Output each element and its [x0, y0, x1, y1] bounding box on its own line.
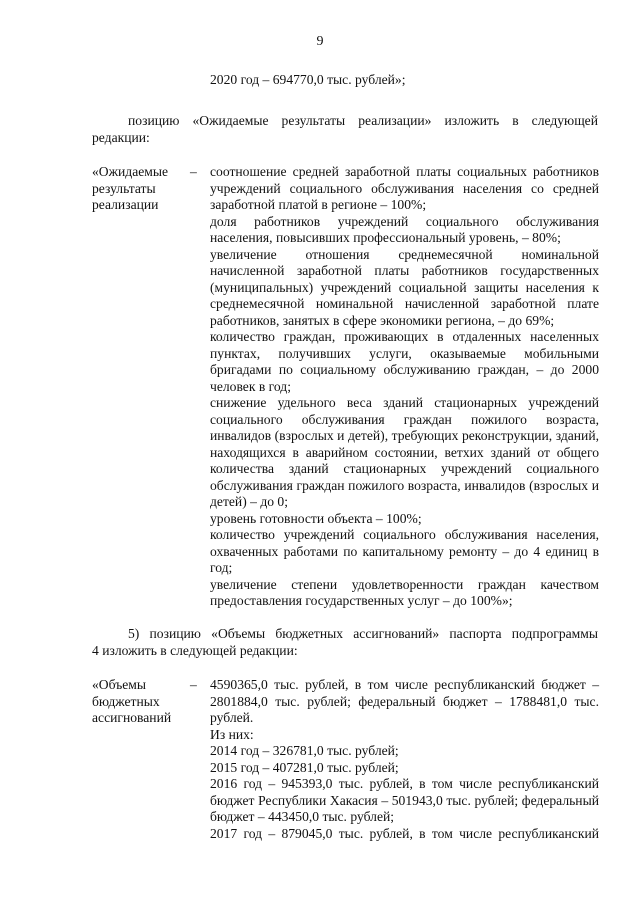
budget-label-line-1: «Объемы [92, 677, 146, 692]
results-item-4: количество граждан, проживающих в отдаленных населенных пунктах, получивших услуги, оказываемые мобильными бригадами по социальному обслуживанию граждан, – до 2000 человек в год; [210, 329, 599, 394]
intro-paragraph-1-line-1: позицию «Ожидаемые результаты реализации» изложить в следующей [128, 113, 598, 128]
results-list [210, 164, 599, 610]
results-item-8: увеличение степени удовлетворенности граждан качеством предоставления государственных услуг – до 100%»; [210, 576, 599, 608]
intro-paragraph-2-line-1: 5) позицию «Объемы бюджетных ассигнований» паспорта подпрограммы [128, 626, 598, 641]
results-label-line-1: «Ожидаемые [92, 164, 169, 179]
budget-label-line-2: бюджетных [92, 693, 160, 709]
intro-paragraph-1-line-2: редакции: [92, 129, 150, 145]
budget-label-line-3: ассигнований [92, 710, 172, 725]
budget-item-1: 4590365,0 тыс. рублей, в том числе республиканский бюджет – 2801884,0 тыс. рублей; федеральный бюджет – 1788481,0 тыс. рублей. [210, 677, 599, 725]
results-item-6: уровень готовности объекта – 100%; [210, 510, 422, 526]
budget-item-5: 2016 год – 945393,0 тыс. рублей, в том числе республиканский бюджет Республики Хакасия – 501943,0 тыс. рублей; федеральный бюджет – 443450,0 тыс. рублей; [210, 776, 599, 824]
budget-dash: – [190, 677, 197, 692]
results-label-line-3: реализации [92, 197, 159, 212]
results-item-1: соотношение средней заработной платы социальных работников учреждений социального обслуживания населения со средней заработной платой в регионе – 100%; [210, 164, 599, 212]
budget-item-2: Из них: [210, 726, 254, 742]
results-label [92, 164, 168, 214]
budget-item-4: 2015 год – 407281,0 тыс. рублей; [210, 759, 399, 775]
budget-item-6: 2017 год – 879045,0 тыс. рублей, в том числе республиканский [210, 825, 599, 841]
year-2020-line: 2020 год – 694770,0 тыс. рублей»; [210, 72, 406, 87]
results-item-2: доля работников учреждений социального обслуживания населения, повысивших профессиональный уровень, – 80%; [210, 213, 599, 245]
results-dash: – [190, 164, 197, 179]
results-label-line-2: результаты [92, 180, 156, 196]
intro-paragraph-2-line-2: 4 изложить в следующей редакции: [92, 642, 298, 658]
results-item-7: количество учреждений социального обслуживания населения, охваченных работами по капитальному ремонту – до 4 единиц в год; [210, 527, 599, 575]
budget-label [92, 677, 171, 727]
budget-list [210, 677, 599, 842]
budget-item-3: 2014 год – 326781,0 тыс. рублей; [210, 743, 399, 758]
results-item-5: снижение удельного веса зданий стационарных учреждений социального обслуживания граждан пожилого возраста, инвалидов (взрослых и детей), требующих реконструкции, зданий, находящихся в аварийном состоянии, ветхих зданий от общего количества зданий стационарных учреждений социального обслуживания граждан пожилого возраста, инвалидов (взрослых и детей) – до 0; [210, 395, 599, 509]
page-number: 9 [316, 34, 324, 49]
results-item-3: увеличение отношения среднемесячной номинальной начисленной заработной платы работников государственных (муниципальных) учреждений социальной защиты населения к среднемесячной номинальной начисленной заработной плате работников, занятых в сфере экономики региона, – до 69%; [210, 246, 599, 328]
